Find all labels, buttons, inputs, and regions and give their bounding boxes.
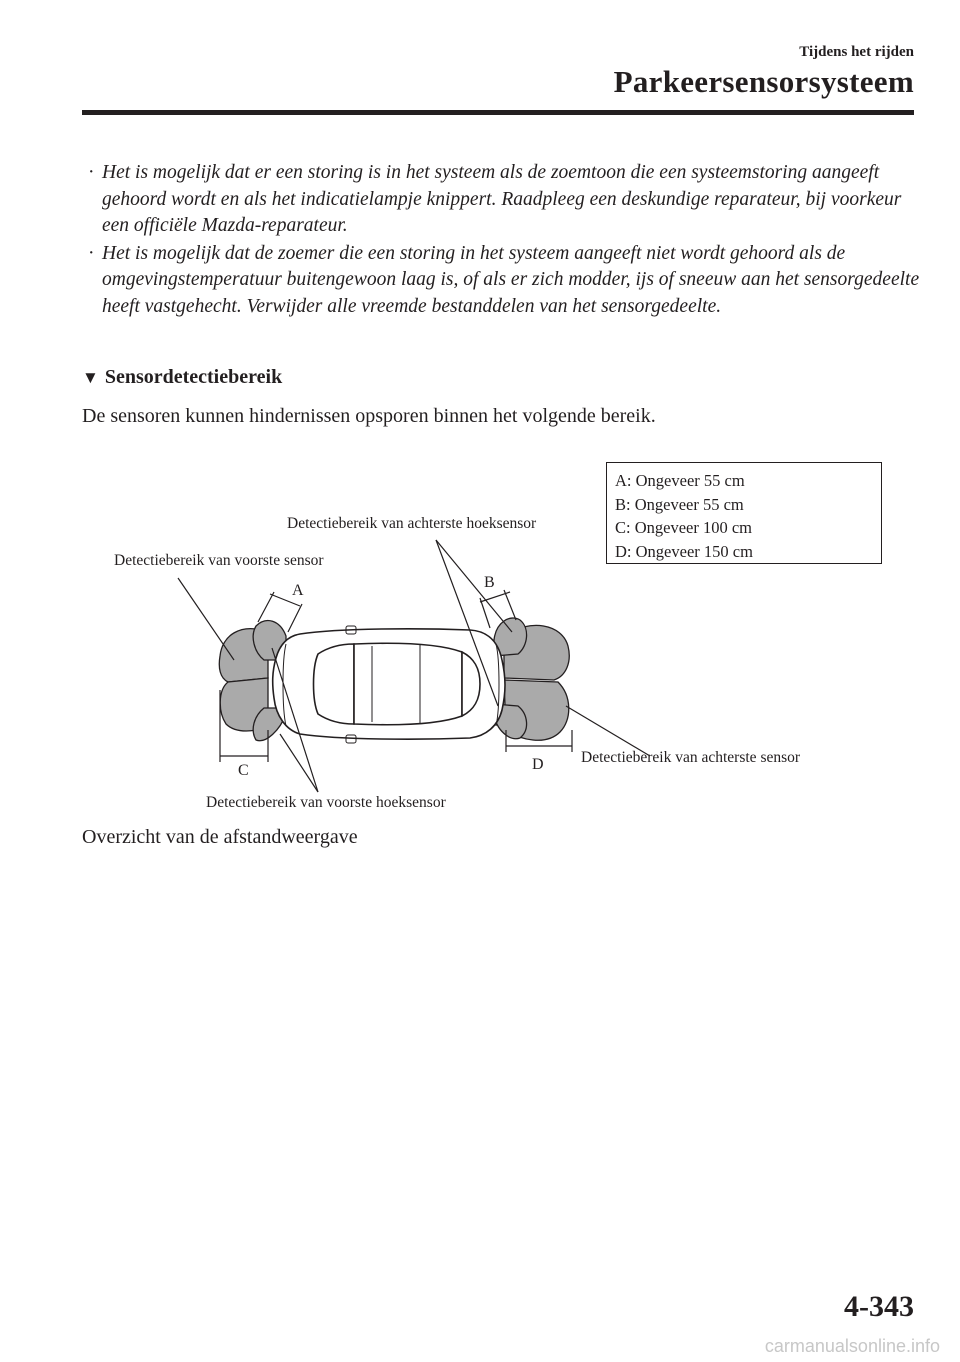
bullet-icon: · [88, 162, 95, 183]
label-rear-corner-sensor: Detectiebereik van achterste hoeksensor [287, 515, 537, 532]
note-text: Het is mogelijk dat de zoemer die een storing in het systeem aangeeft niet wordt gehoord als de omgevingstemperatuur buitengewoon laag is, of als er zich modder, ijs of sneeuw aan het sensorgedeelte heeft vastgehecht. Verwijder alle vreemde bestanddelen van het sensorgedeelte. [102, 242, 920, 317]
subheading-text: Sensordetectiebereik [104, 366, 283, 388]
section-title: Tijdens het rijden [799, 44, 914, 60]
overview-heading: Overzicht van de afstandweergave [82, 826, 358, 848]
triangle-down-icon: ▼ [82, 368, 99, 387]
dimension-letter-d: D [532, 756, 544, 773]
label-rear-sensor: Detectiebereik van achterste sensor [581, 749, 801, 766]
label-front-sensor: Detectiebereik van voorste sensor [114, 552, 324, 569]
legend-item: D: Ongeveer 150 cm [615, 541, 753, 561]
label-front-corner-sensor: Detectiebereik van voorste hoeksensor [206, 794, 446, 811]
legend-item: A: Ongeveer 55 cm [615, 471, 745, 490]
intro-paragraph: De sensoren kunnen hindernissen opsporen binnen het volgende bereik. [82, 405, 656, 427]
dimension-letter-c: C [238, 762, 249, 779]
watermark: carmanualsonline.info [764, 1336, 940, 1356]
bullet-icon: · [88, 242, 95, 264]
dimension-letter-b: B [484, 574, 495, 591]
page-title: Parkeersensorsysteem [613, 64, 914, 99]
legend-item: C: Ongeveer 100 cm [615, 518, 753, 537]
range-legend [606, 462, 882, 564]
legend-item: B: Ongeveer 55 cm [615, 494, 744, 514]
note-text: Het is mogelijk dat er een storing is in het systeem als de zoemtoon die een systeemstoring aangeeft gehoord wordt en als het indicatielampje knippert. Raadpleeg een deskundige reparateur, bij voorkeur een officiële Mazda-reparateur. [102, 162, 902, 236]
page-number: 4-343 [844, 1290, 914, 1323]
car-top-view [273, 629, 505, 739]
dimension-letter-a: A [292, 582, 304, 599]
